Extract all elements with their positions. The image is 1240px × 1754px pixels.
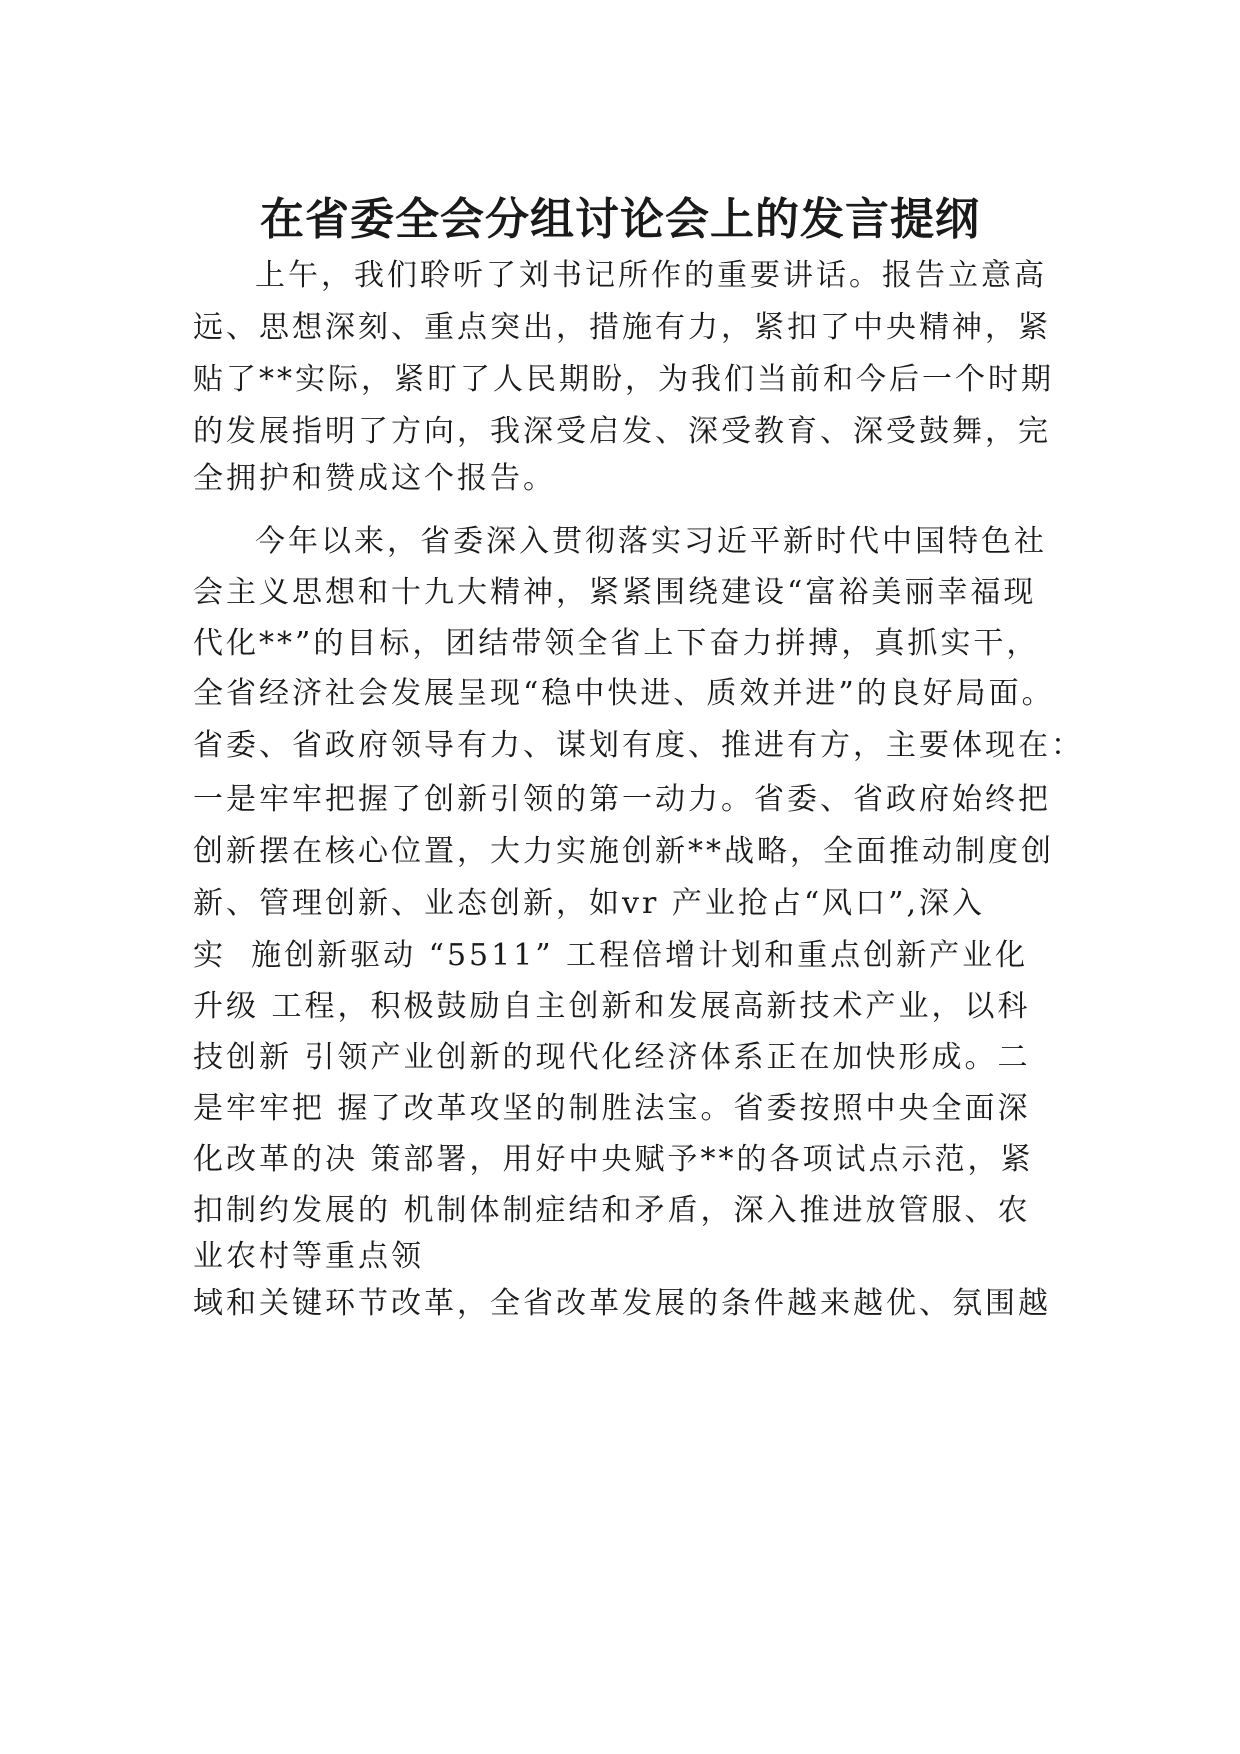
paragraph-2-line-7: 创新摆在核心位置，大力实施创新**战略，全面推动制度创 xyxy=(193,834,1054,869)
paragraph-2-line-2: 会主义思想和十九大精神，紧紧围绕建设“富裕美丽幸福现 xyxy=(193,575,1037,610)
paragraph-2-line-5: 省委、省政府领导有力、谋划有度、推进有方，主要体现在： xyxy=(193,728,1084,763)
paragraph-2-line-8: 新、管理创新、业态创新，如vr 产业抢占“风口”,深入 xyxy=(193,886,986,921)
paragraph-2-line-16: 域和关键环节改革，全省改革发展的条件越来越优、氛围越 xyxy=(193,1286,1051,1321)
paragraph-1-line-4: 的发展指明了方向，我深受启发、深受教育、深受鼓舞，完 xyxy=(193,414,1051,449)
paragraph-1-line-5: 全拥护和赞成这个报告。 xyxy=(193,461,556,496)
paragraph-2-line-6: 一是牢牢把握了创新引领的第一动力。省委、省政府始终把 xyxy=(193,782,1051,817)
paragraph-2-line-13: 化改革的决 策部署，用好中央赋予**的各项试点示范，紧 xyxy=(193,1142,1034,1177)
paragraph-2-line-15: 业农村等重点领 xyxy=(193,1239,424,1274)
paragraph-2-line-9: 实 施创新驱动 “5511” 工程倍增计划和重点创新产业化 xyxy=(193,938,1029,973)
paragraph-2-line-10: 升级 工程，积极鼓励自主创新和发展高新技术产业，以科 xyxy=(193,989,1031,1024)
paragraph-2-line-3: 代化**”的目标，团结带领全省上下奋力拼搏，真抓实干， xyxy=(193,626,1040,661)
paragraph-2-line-1: 今年以来，省委深入贯彻落实习近平新时代中国特色社 xyxy=(255,524,1047,559)
paragraph-2-line-11: 技创新 引领产业创新的现代化经济体系正在加快形成。二 xyxy=(193,1040,1031,1075)
paragraph-1-line-3: 贴了**实际，紧盯了人民期盼，为我们当前和今后一个时期 xyxy=(193,362,1054,397)
paragraph-2-line-14: 扣制约发展的 机制体制症结和矛盾，深入推进放管服、农 xyxy=(193,1193,1031,1228)
document-title: 在省委全会分组讨论会上的发言提纲 xyxy=(260,194,980,245)
paragraph-1-line-2: 远、思想深刻、重点突出，措施有力，紧扣了中央精神，紧 xyxy=(193,310,1051,345)
paragraph-1-line-1: 上午，我们聆听了刘书记所作的重要讲话。报告立意高 xyxy=(255,258,1047,293)
paragraph-2-line-12: 是牢牢把 握了改革攻坚的制胜法宝。省委按照中央全面深 xyxy=(193,1091,1031,1126)
paragraph-2-line-4: 全省经济社会发展呈现“稳中快进、质效并进”的良好局面。 xyxy=(193,676,1055,711)
